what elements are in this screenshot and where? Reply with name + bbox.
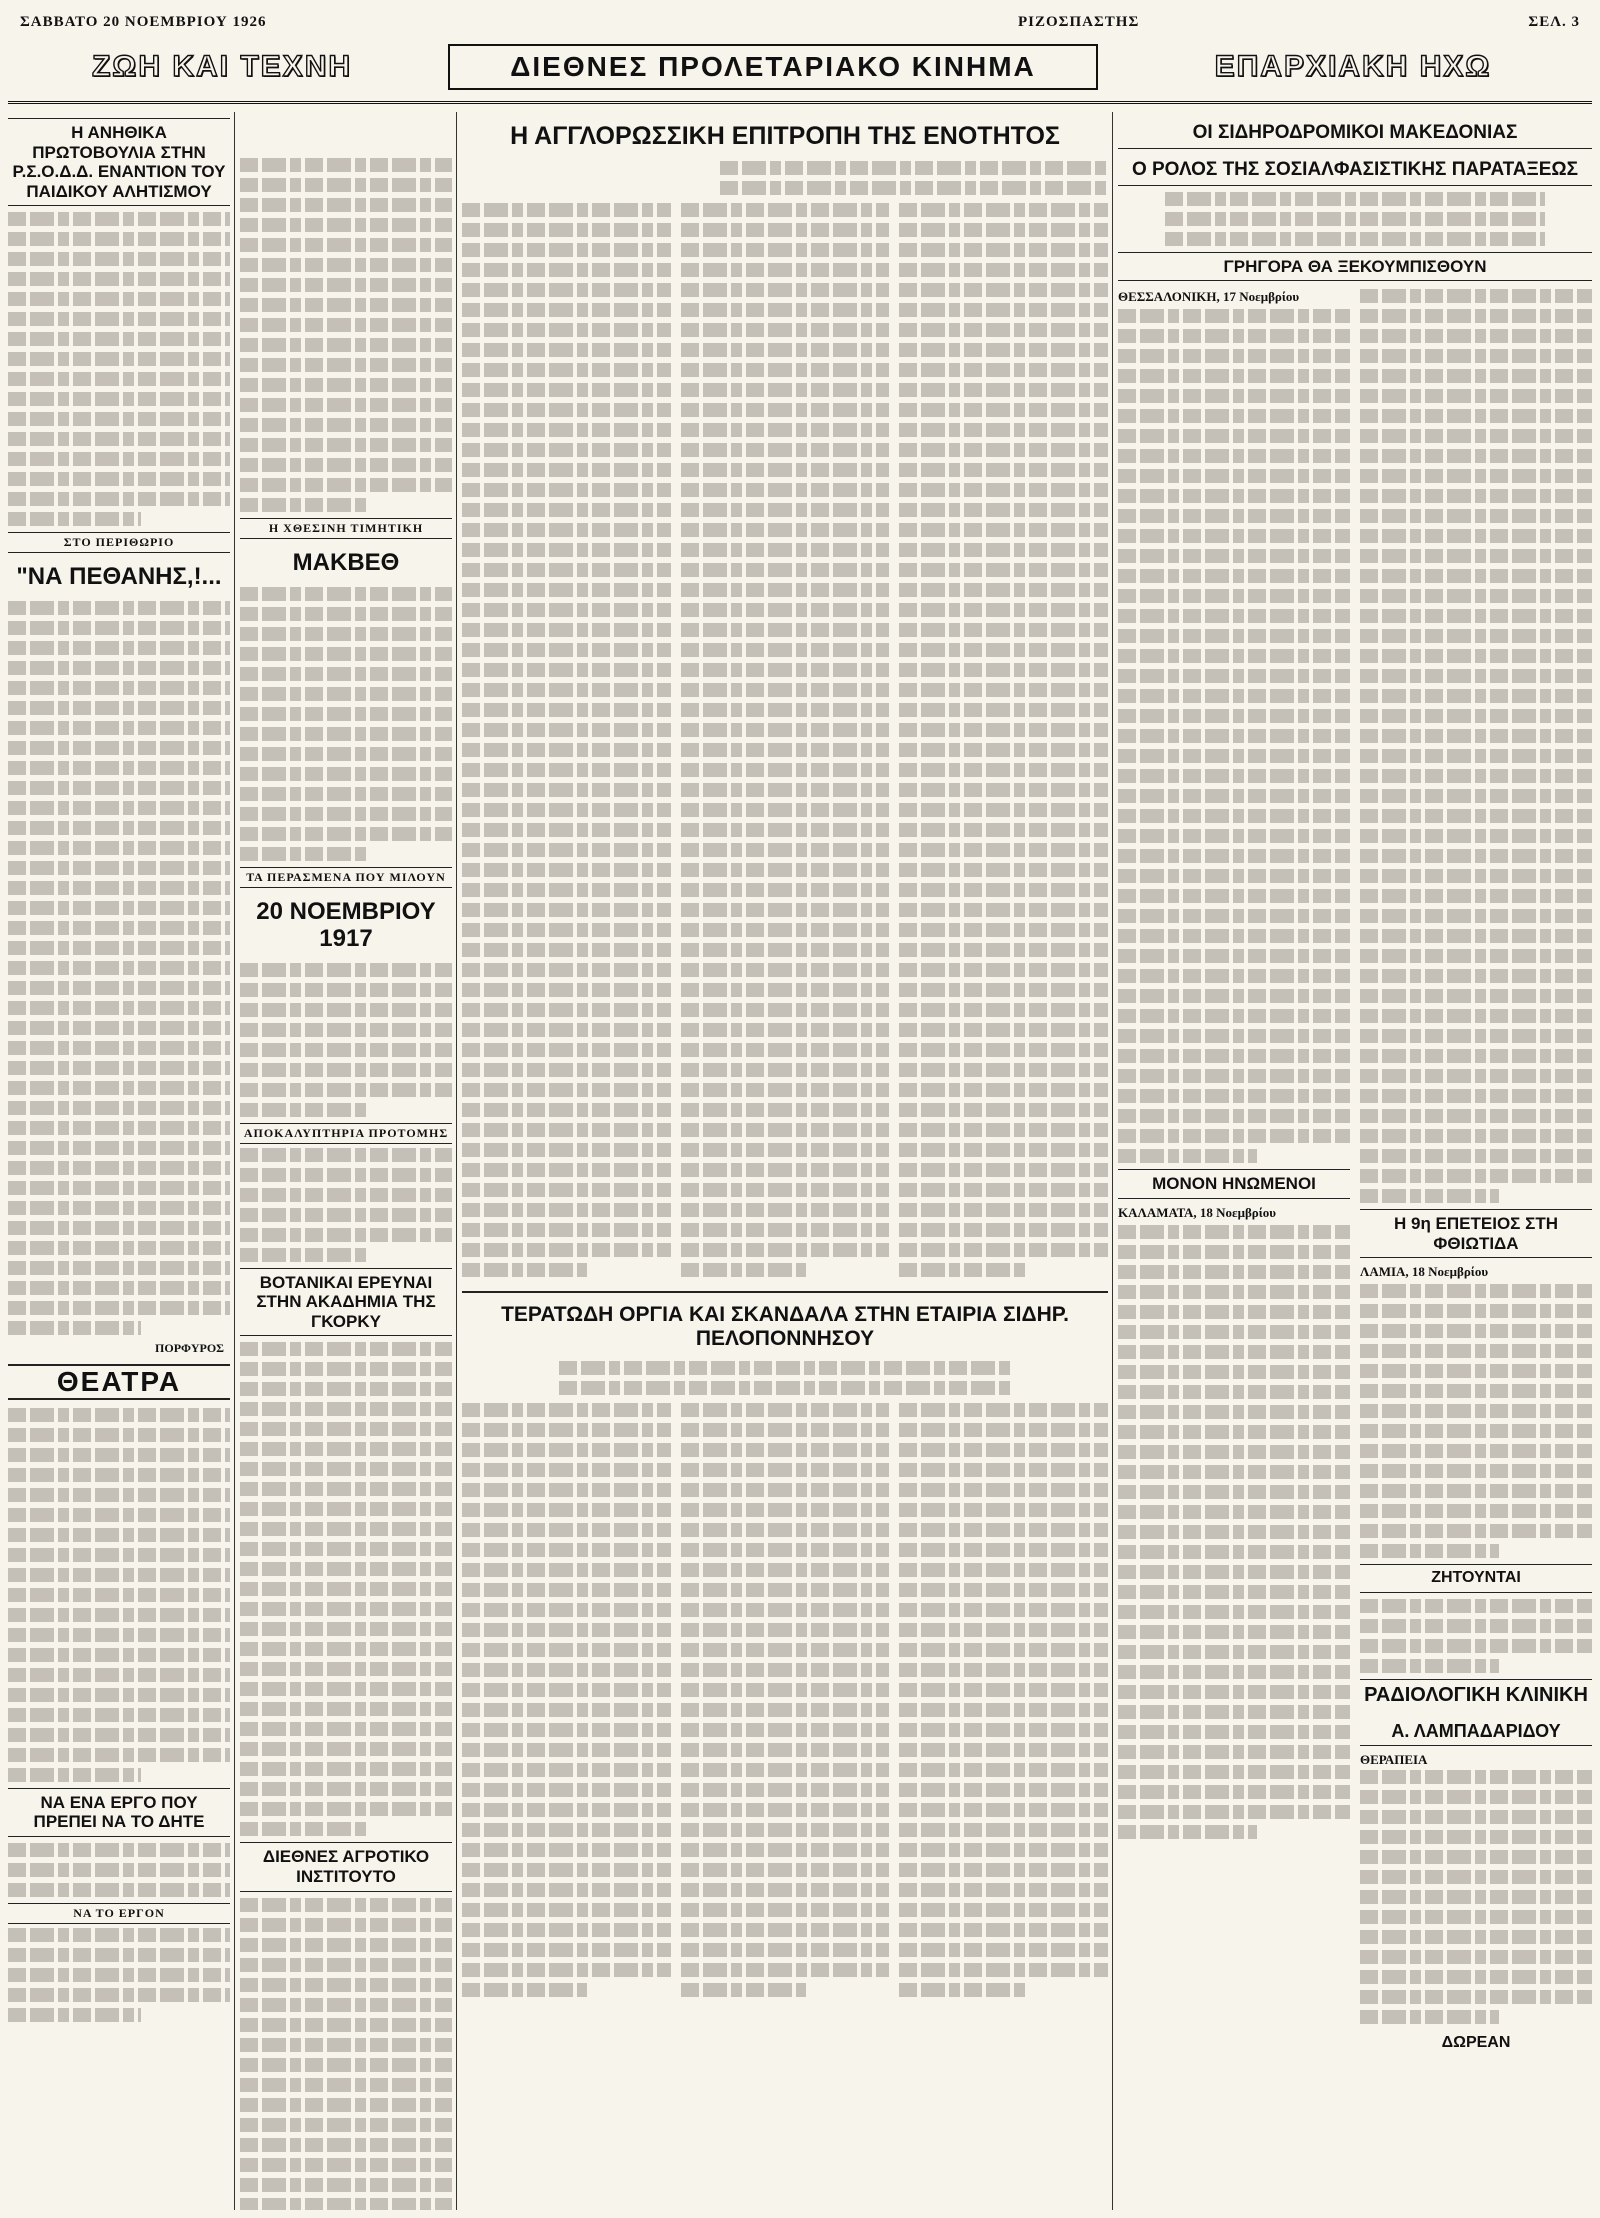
dateline: ΘΕΣΣΑΛΟΝΙΚΗ, 17 Νοεμβρίου xyxy=(1118,289,1300,305)
headline: ΔΙΕΘΝΕΣ ΑΓΡΟΤΙΚΟ ΙΝΣΤΙΤΟΥΤΟ xyxy=(240,1842,452,1891)
column-2 xyxy=(240,112,452,2210)
rubric: ΣΤΟ ΠΕΡΙΘΩΡΙΟ xyxy=(8,532,230,553)
dateline: ΚΑΛΑΜΑΤΑ, 18 Νοεμβρίου xyxy=(1118,1204,1277,1220)
column-rule xyxy=(234,112,235,2210)
rubric: Η ΧΘΕΣΙΝΗ ΤΙΜΗΤΙΚΗ xyxy=(240,518,452,539)
article-body xyxy=(240,963,452,1117)
theatre-heading: ΘΕΑΤΡΑ xyxy=(8,1364,230,1400)
advertisement-name: Α. ΛΑΜΠΑΔΑΡΙΔΟΥ xyxy=(1360,1717,1592,1747)
article-body xyxy=(240,1148,452,1262)
headline: ΓΡΗΓΟΡΑ ΘΑ ΞΕΚΟΥΜΠΙΣΘΟΥΝ xyxy=(1118,252,1592,282)
headline: Η 9η ΕΠΕΤΕΙΟΣ ΣΤΗ ΦΘΙΩΤΙΔΑ xyxy=(1360,1209,1592,1258)
rubric: ΑΠΟΚΑΛΥΠΤΗΡΙΑ ΠΡΟΤΟΜΗΣ xyxy=(240,1123,452,1144)
dateline: ΛΑΜΙΑ, 18 Νοεμβρίου xyxy=(1360,1264,1489,1280)
headline: ΒΟΤΑΝΙΚΑΙ ΕΡΕΥΝΑΙ ΣΤΗΝ ΑΚΑΔΗΜΙΑ ΤΗΣ ΓΚΟΡΚΥ xyxy=(240,1268,452,1337)
column-rule xyxy=(456,112,457,2210)
article-body xyxy=(240,158,452,512)
article-body xyxy=(240,1898,452,2210)
article-columns xyxy=(462,1401,1108,2009)
rubric: ΝΑ ΤΟ ΕΡΓΟΝ xyxy=(8,1903,230,1924)
advertisement-title: ΡΑΔΙΟΛΟΓΙΚΗ ΚΛΙΝΙΚΗ xyxy=(1360,1679,1592,1711)
headline: ΜΟΝΟΝ ΗΝΩΜΕΝΟΙ xyxy=(1118,1169,1350,1199)
theatre-listings xyxy=(8,1408,230,1782)
advertisement-line: ΘΕΡΑΠΕΙΑ xyxy=(1360,1752,1428,1768)
center-block xyxy=(462,112,1108,2210)
issue-date: ΣΑΒΒΑΤΟ 20 ΝΟΕΜΒΡΙΟΥ 1926 xyxy=(20,14,267,30)
notice-heading: ΖΗΤΟΥΝΤΑΙ xyxy=(1360,1564,1592,1592)
headline: 20 ΝΟΕΜΒΡΙΟΥ 1917 xyxy=(256,897,436,953)
subheading-lines xyxy=(1165,192,1544,246)
article-body xyxy=(240,1342,452,1836)
column-rule xyxy=(1112,112,1113,2210)
subheading-lines xyxy=(720,161,1108,195)
article-columns xyxy=(1118,287,1592,2063)
article-body xyxy=(8,1843,230,1897)
headline: Ο ΡΟΛΟΣ ΤΗΣ ΣΟΣΙΑΛΦΑΣΙΣΤΙΚΗΣ ΠΑΡΑΤΑΞΕΩΣ xyxy=(1118,155,1592,186)
right-block xyxy=(1118,112,1592,2210)
headline: Η ΑΝΗΘΙΚΑ ΠΡΩΤΟΒΟΥΛΙΑ ΣΤΗΝ Ρ.Σ.Ο.Δ.Δ. ΕΝΑΝΤΙΟΝ ΤΟΥ ΠΑΙΔΙΚΟΥ ΑΛΗΤΙΣΜΟΥ xyxy=(8,118,230,206)
article-body xyxy=(240,587,452,861)
paper-name: ΡΙΖΟΣΠΑΣΤΗΣ xyxy=(1018,14,1140,30)
newspaper-page xyxy=(8,8,1592,2210)
headline: ΝΑ ΕΝΑ ΕΡΓΟ ΠΟΥ ΠΡΕΠΕΙ ΝΑ ΤΟ ΔΗΤΕ xyxy=(8,1788,230,1837)
rubric: ΤΑ ΠΕΡΑΣΜΕΝΑ ΠΟΥ ΜΙΛΟΥΝ xyxy=(240,867,452,888)
section-band-right: ΕΠΑΡΧΙΑΚΗ ΗΧΩ xyxy=(1214,50,1492,83)
advertisement-free: ΔΩΡΕΑΝ xyxy=(1441,2034,1511,2052)
section-band-left: ΖΩΗ ΚΑΙ ΤΕΧΝΗ xyxy=(91,50,353,83)
divider xyxy=(462,1291,1108,1293)
headline: ΟΙ ΣΙΔΗΡΟΔΡΟΜΙΚΟΙ ΜΑΚΕΔΟΝΙΑΣ xyxy=(1118,118,1592,149)
article-body xyxy=(8,212,230,526)
author-signature: ΠΟΡΦΥΡΟΣ xyxy=(155,1340,224,1355)
column-1 xyxy=(8,112,230,2210)
subheading-lines xyxy=(559,1361,1011,1395)
headline: Η ΑΓΓΛΟΡΩΣΣΙΚΗ ΕΠΙΤΡΟΠΗ ΤΗΣ ΕΝΟΤΗΤΟΣ xyxy=(510,122,1060,150)
article-body xyxy=(8,601,230,1335)
headline: "ΝΑ ΠΕΘΑΝΗΣ,!... xyxy=(16,563,222,591)
section-band-center: ΔΙΕΘΝΕΣ ΠΡΟΛΕΤΑΡΙΑΚΟ ΚΙΝΗΜΑ xyxy=(448,44,1098,90)
article-columns xyxy=(462,201,1108,1291)
page-number: ΣΕΛ. 3 xyxy=(1528,14,1580,30)
masthead xyxy=(8,8,1592,104)
headline: ΤΕΡΑΤΩΔΗ ΟΡΓΙΑ ΚΑΙ ΣΚΑΝΔΑΛΑ ΣΤΗΝ ΕΤΑΙΡΙΑ ΣΙΔΗΡ. ΠΕΛΟΠΟΝΝΗΣΟΥ xyxy=(501,1302,1069,1350)
article-body xyxy=(8,1928,230,2022)
headline: ΜΑΚΒΕΘ xyxy=(292,549,400,576)
